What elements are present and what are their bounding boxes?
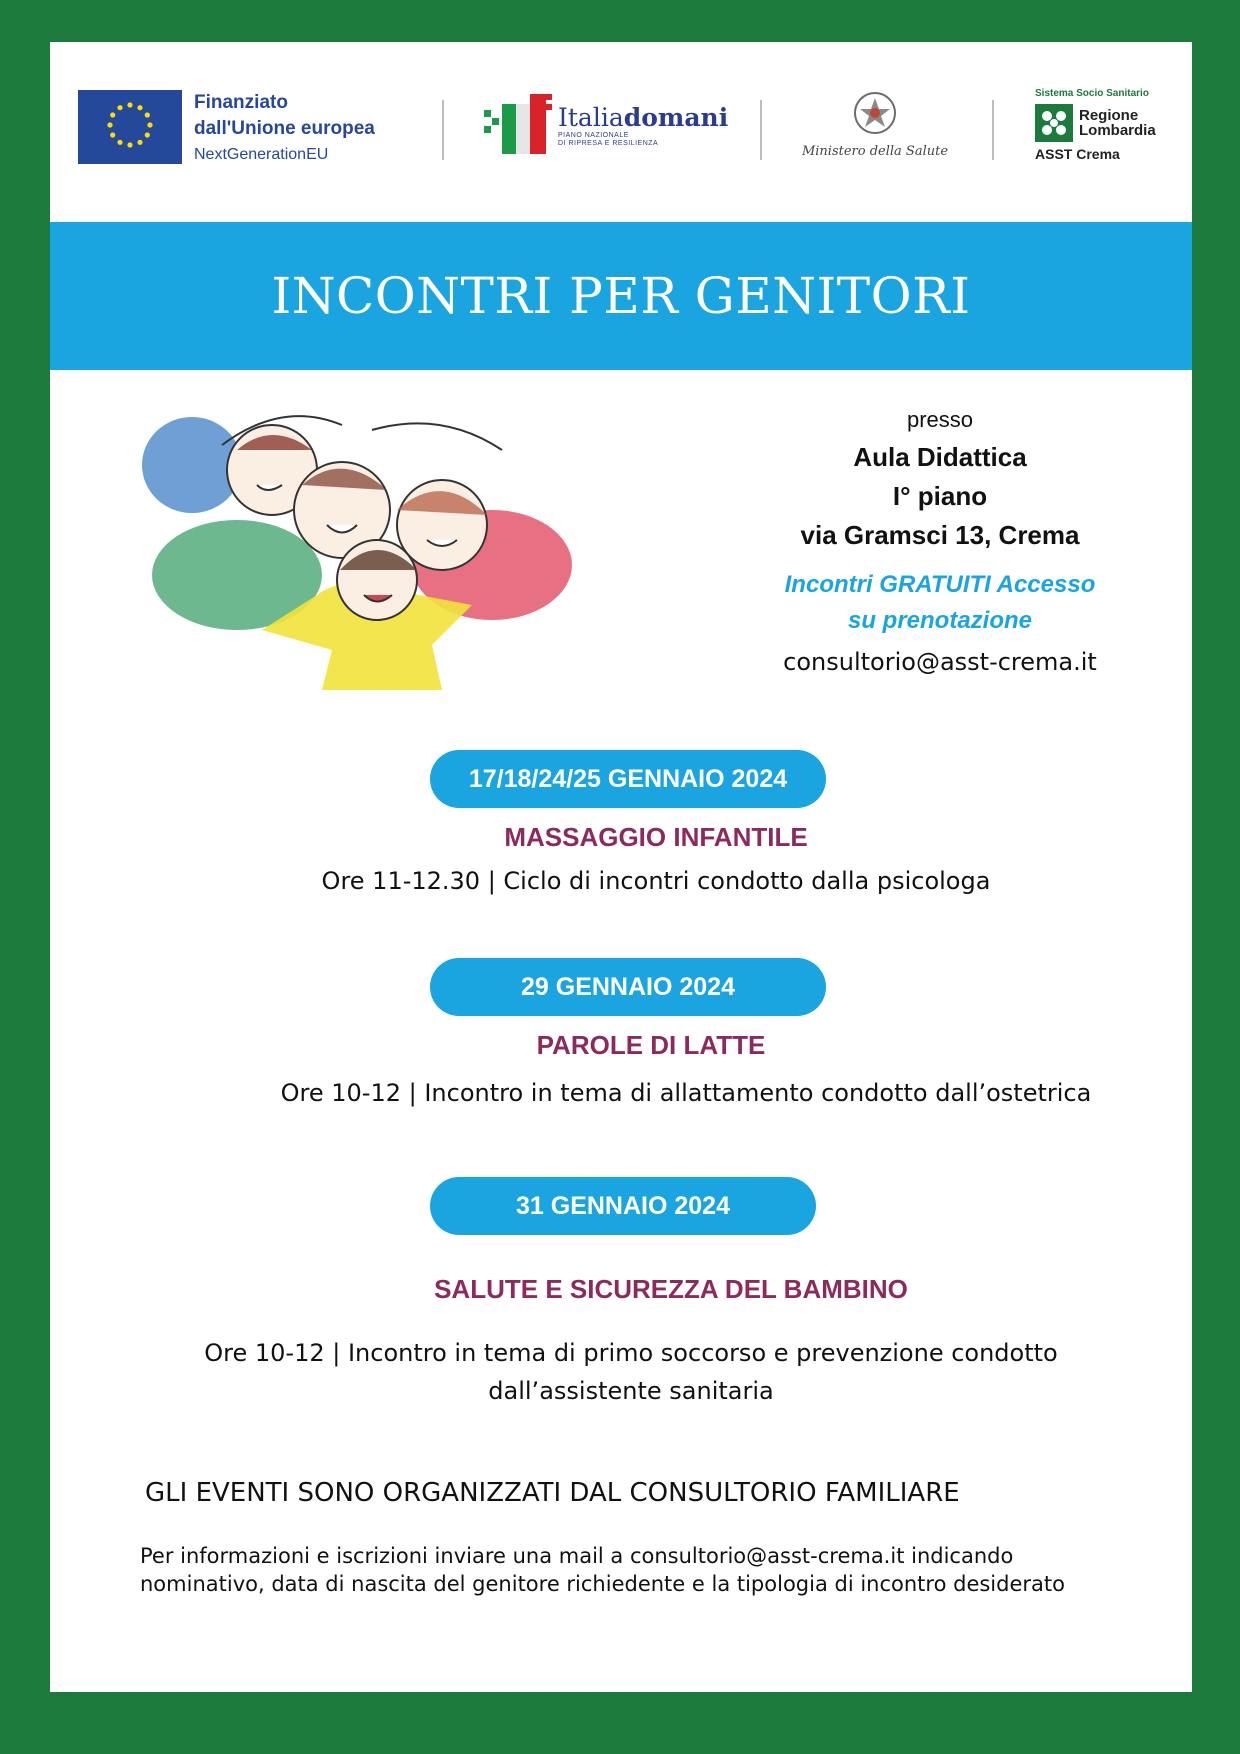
lombardia-asst: ASST Crema <box>1035 146 1120 162</box>
event-title: PAROLE DI LATTE <box>536 1030 766 1060</box>
poster <box>50 42 1192 1692</box>
italia-name-bold: domani <box>623 103 729 132</box>
free-access-line2: su prenotazione <box>847 607 1033 634</box>
italia-domani-logo <box>480 90 728 162</box>
organizer-note: GLI EVENTI SONO ORGANIZZATI DAL CONSULTORIO FAMILIARE <box>145 1478 960 1508</box>
logo-divider <box>442 100 444 160</box>
lombardia-region2: Lombardia <box>1079 122 1156 139</box>
eu-flag-icon <box>78 90 182 164</box>
event-description: Ore 11-12.30 | Ciclo di incontri condotto dalla psicologa <box>321 867 991 895</box>
logo-bar <box>50 42 1192 222</box>
lombardia-cross-icon <box>1035 104 1073 142</box>
lombardia-system: Sistema Socio Sanitario <box>1035 88 1149 99</box>
page-title: INCONTRI PER GENITORI <box>271 267 971 325</box>
event-description-line2: dall’assistente sanitaria <box>488 1377 774 1405</box>
italia-domani-icon <box>480 90 556 162</box>
family-illustration <box>142 390 582 695</box>
event-title: SALUTE E SICUREZZA DEL BAMBINO <box>434 1274 908 1304</box>
lombardia-logo <box>1035 88 1185 162</box>
ministero-text: Ministero della Salute <box>801 144 949 159</box>
contact-email[interactable]: consultorio@asst-crema.it <box>783 648 1097 676</box>
info-line1: Per informazioni e iscrizioni inviare una mail a consultorio@asst-crema.it indicando <box>140 1544 1014 1568</box>
place-line2: I° piano <box>892 481 988 511</box>
logo-divider <box>760 100 762 160</box>
event-description-line1: Ore 10-12 | Incontro in tema di primo soccorso e prevenzione condotto <box>204 1339 1058 1367</box>
eu-logo <box>78 90 375 168</box>
free-access-line1: Incontri GRATUITI Accesso <box>784 571 1096 598</box>
event-date-badge: 31 GENNAIO 2024 <box>430 1177 816 1235</box>
lombardia-region1: Regione <box>1079 107 1139 124</box>
event-description: Ore 10-12 | Incontro in tema di allattamento condotto dall’ostetrica <box>280 1079 1092 1107</box>
italia-sub1: PIANO NAZIONALE <box>558 132 629 139</box>
place-line3: via Gramsci 13, Crema <box>800 520 1080 550</box>
logo-divider <box>992 100 994 160</box>
eu-line3: NextGenerationEU <box>194 146 329 163</box>
info-line2: nominativo, data di nascita del genitore richiedente e la tipologia di incontro desiderato <box>140 1572 1065 1596</box>
eu-line1: Finanziato <box>194 92 288 113</box>
italian-emblem-icon <box>852 90 898 136</box>
ministero-logo <box>795 90 955 159</box>
title-band <box>50 222 1192 370</box>
location-block <box>770 402 1110 681</box>
presso-label: presso <box>906 407 974 432</box>
italia-name-light: Italia <box>558 103 624 132</box>
event-title: MASSAGGIO INFANTILE <box>504 822 808 852</box>
italia-sub2: DI RIPRESA E RESILIENZA <box>558 140 659 147</box>
eu-line2: dall'Unione europea <box>194 118 375 139</box>
event-date-badge: 17/18/24/25 GENNAIO 2024 <box>430 750 826 808</box>
info-text <box>140 1542 1140 1598</box>
place-line1: Aula Didattica <box>853 442 1027 472</box>
event-date-badge: 29 GENNAIO 2024 <box>430 958 826 1016</box>
